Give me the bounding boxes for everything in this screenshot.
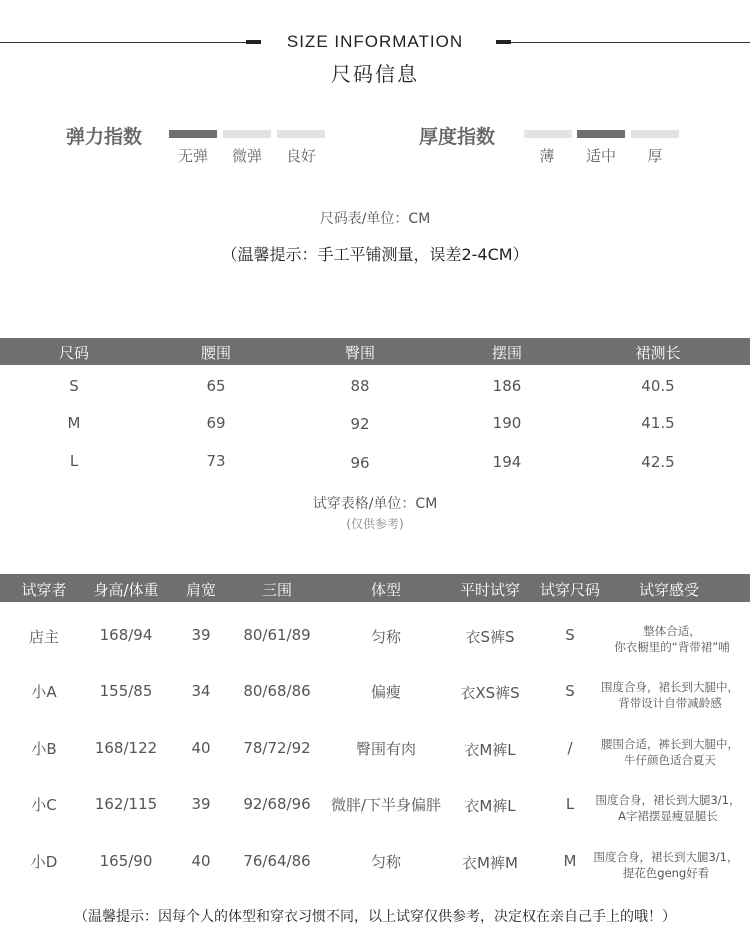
size-cell: S [69, 377, 79, 395]
tryon-cell: 店主 [28, 628, 60, 646]
size-cell: 73 [206, 452, 226, 470]
size-col-waist: 腰围 [200, 344, 232, 362]
tryon-table-sub-note: (仅供参考) [346, 517, 404, 531]
thickness-bar-2 [577, 130, 625, 138]
thickness-option-thin: 薄 [539, 147, 555, 165]
tryon-cell: S [565, 682, 575, 700]
tryon-cell: 80/68/86 [243, 682, 311, 700]
thickness-label: 厚度指数 [419, 126, 496, 148]
title-chinese: 尺码信息 [331, 62, 419, 86]
thickness-option-medium: 适中 [585, 147, 616, 165]
elasticity-option-none: 无弹 [177, 147, 208, 165]
tryon-col-tester: 试穿者 [21, 581, 67, 599]
footnote: （温馨提示：因每个人的体型和穿衣习惯不同，以上试穿仅供参考，决定权在亲自己手上的哦！） [74, 909, 676, 925]
tryon-feedback-line-1: 围度合身，裙长到大腿3/1， [593, 850, 739, 864]
elasticity-option-good: 良好 [285, 147, 316, 165]
elasticity-bar-3 [277, 130, 325, 138]
size-cell: 41.5 [641, 414, 675, 432]
size-cell: 96 [350, 454, 370, 472]
size-cell: L [69, 452, 79, 470]
size-cell: 186 [492, 377, 522, 395]
size-col-hip: 臀围 [344, 344, 376, 362]
size-cell: 190 [492, 414, 522, 432]
thickness-bar-3 [631, 130, 679, 138]
tryon-cell: 小A [31, 683, 57, 701]
tryon-col-tried-size: 试穿尺码 [539, 581, 601, 599]
tryon-cell: 臀围有肉 [355, 740, 417, 758]
tryon-cell: 39 [191, 626, 211, 644]
size-cell: 42.5 [641, 453, 675, 471]
size-table-unit-note: 尺码表/单位：CM [319, 211, 431, 227]
tryon-col-feedback: 试穿感受 [638, 581, 700, 599]
tryon-cell: 衣M裤M [462, 854, 518, 872]
tryon-feedback-line-1: 整体合适， [643, 624, 701, 638]
elasticity-bar-1 [169, 130, 217, 138]
tryon-col-usual-size: 平时试穿 [459, 581, 521, 599]
tryon-col-measurements: 三围 [261, 581, 293, 599]
title-rule-right [511, 42, 750, 43]
size-col-hem: 摆围 [491, 344, 523, 362]
tryon-cell: 40 [191, 852, 211, 870]
tryon-cell: L [565, 795, 575, 813]
tryon-cell: 40 [191, 739, 211, 757]
tryon-cell: S [565, 626, 575, 644]
tryon-cell: 78/72/92 [243, 739, 311, 757]
tryon-cell: 衣M裤L [464, 741, 516, 759]
tryon-feedback-line-2: 背带设计自带减龄感 [618, 696, 722, 710]
tryon-cell: 微胖/下半身偏胖 [330, 796, 442, 814]
tryon-col-shoulder: 肩宽 [185, 581, 217, 599]
tryon-feedback-line-2: A字裙摆显瘦显腿长 [618, 809, 718, 823]
tryon-col-body-type: 体型 [370, 581, 402, 599]
tryon-cell: 34 [191, 682, 211, 700]
tryon-feedback-line-1: 围度合身，裙长到大腿3/1， [595, 793, 741, 807]
thickness-option-thick: 厚 [647, 147, 663, 165]
size-cell: 69 [206, 414, 226, 432]
tryon-col-height-weight: 身高/体重 [93, 581, 159, 599]
tryon-feedback-line-2: 你衣橱里的“背带裙”哺 [614, 640, 730, 654]
tryon-cell: 衣XS裤S [460, 684, 520, 702]
tryon-cell: 162/115 [94, 795, 158, 813]
size-col-size: 尺码 [58, 344, 90, 362]
tryon-feedback-line-2: 牛仔颜色适合夏天 [624, 753, 716, 767]
tryon-cell: 155/85 [99, 682, 153, 700]
elasticity-option-slight: 微弹 [231, 147, 262, 165]
size-cell: 92 [350, 415, 370, 433]
tryon-cell: 衣S裤S [465, 628, 515, 646]
tryon-feedback-line-2: 提花色geng好看 [622, 866, 710, 880]
tryon-cell: 衣M裤L [464, 797, 516, 815]
tryon-cell: M [563, 852, 577, 870]
tryon-cell: 小B [31, 740, 57, 758]
tryon-cell: 168/122 [94, 739, 158, 757]
tryon-cell: 39 [191, 795, 211, 813]
tryon-cell: 80/61/89 [243, 626, 311, 644]
elasticity-bar-2 [223, 130, 271, 138]
tryon-cell: 76/64/86 [243, 852, 311, 870]
tryon-table-header [0, 574, 750, 602]
size-col-length: 裙测长 [635, 344, 681, 362]
tryon-feedback-line-1: 围度合身，裙长到大腿中， [601, 680, 739, 694]
tryon-cell: 168/94 [99, 626, 153, 644]
size-cell: 88 [350, 377, 370, 395]
tryon-cell: 匀称 [370, 628, 402, 646]
title-english: SIZE INFORMATION [286, 32, 464, 51]
tryon-cell: / [567, 739, 573, 757]
thickness-bar-1 [524, 130, 572, 138]
tryon-table-unit-note: 试穿表格/单位：CM [312, 496, 438, 512]
tryon-feedback-line-1: 腰围合适，裤长到大腿中， [601, 737, 739, 751]
size-table-header [0, 338, 750, 365]
size-cell: 194 [492, 453, 522, 471]
title-dash-right [496, 40, 511, 44]
tryon-cell: 165/90 [99, 852, 153, 870]
tryon-cell: 小C [31, 796, 57, 814]
tryon-cell: 匀称 [370, 853, 402, 871]
elasticity-label: 弹力指数 [66, 126, 143, 148]
size-cell: 40.5 [641, 377, 675, 395]
size-cell: M [67, 414, 81, 432]
tryon-cell: 小D [30, 853, 58, 871]
size-cell: 65 [206, 377, 226, 395]
tryon-cell: 92/68/96 [243, 795, 311, 813]
size-table-tip: （温馨提示：手工平铺测量，误差2-4CM） [221, 245, 529, 264]
tryon-cell: 偏瘦 [370, 683, 402, 701]
